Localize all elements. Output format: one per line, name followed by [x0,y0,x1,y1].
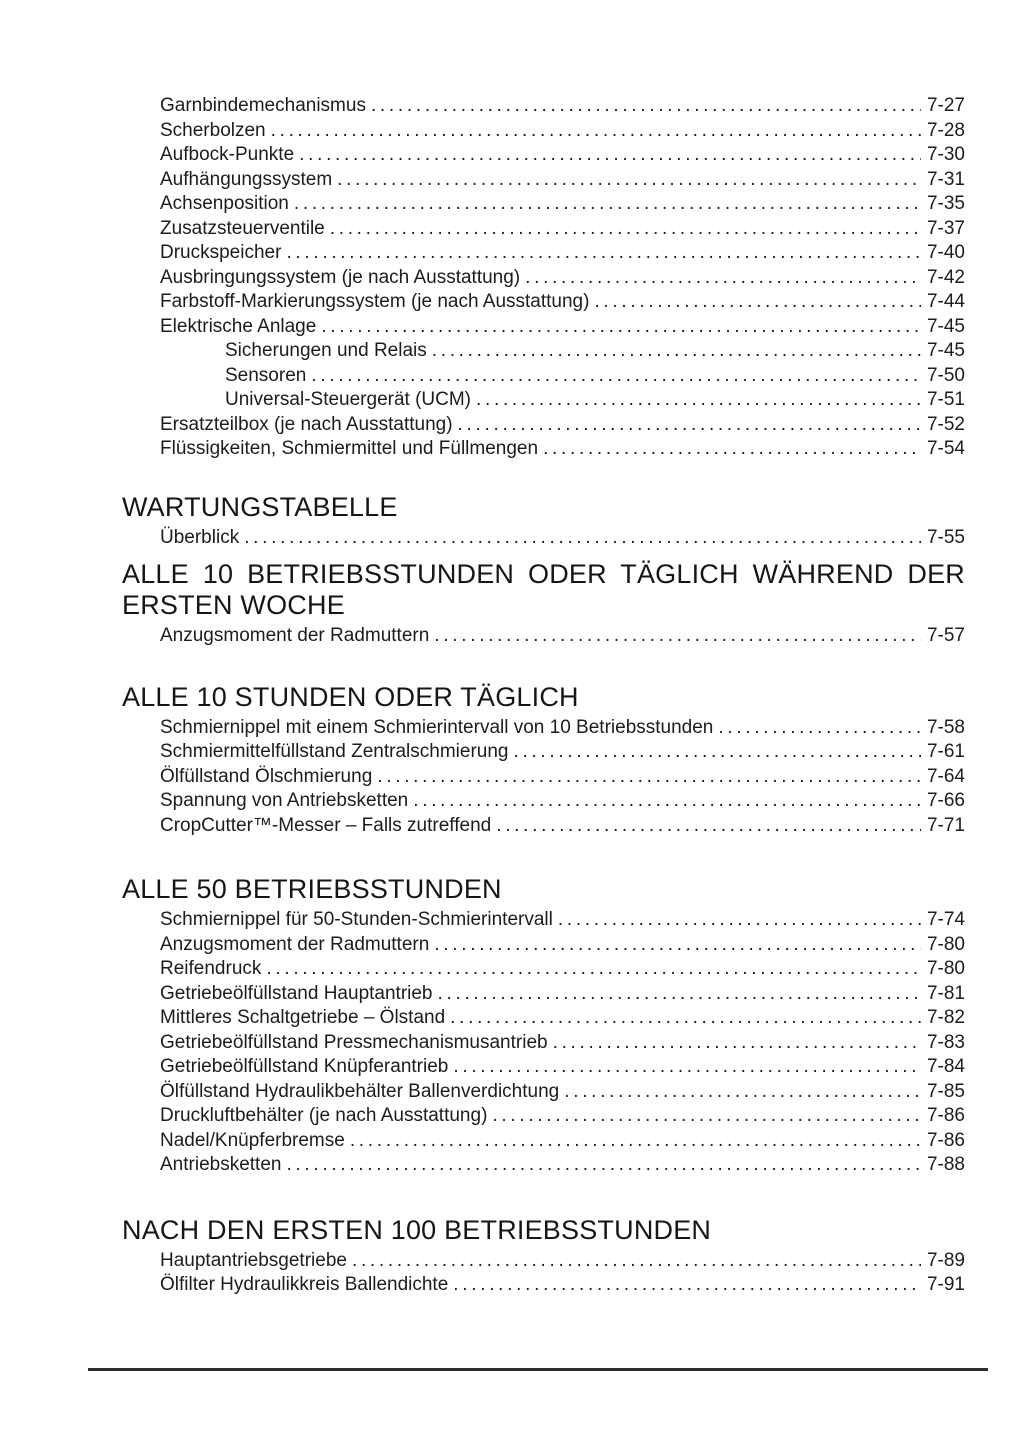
page-number: 7-83 [926,1031,965,1053]
toc-entry [122,315,965,340]
dot-leader [286,241,921,266]
page-number: 7-51 [926,389,965,410]
toc-entry [122,119,965,144]
section-heading: ALLE 10 STUNDEN ODER TÄGLICH [122,681,579,712]
entry-label: Druckspeicher [160,242,282,263]
toc-entry [122,1104,965,1129]
page-number: 7-71 [926,814,965,836]
page-number: 7-42 [926,266,965,288]
page-number: 7-30 [926,144,965,165]
toc-entry [122,94,965,119]
section-heading: WARTUNGSTABELLE [122,491,398,522]
toc-entry [122,217,965,242]
entry-label: Anzugsmoment der Radmuttern [160,625,430,646]
page-number: 7-31 [926,168,965,190]
toc-entry [122,143,965,168]
dot-leader [299,143,921,168]
toc-entry [122,908,965,933]
entry-label: Sensoren [225,364,307,386]
entry-label: Antriebsketten [160,1154,282,1175]
dot-leader [492,1104,921,1129]
page-number: 7-44 [926,291,965,312]
dot-leader [330,217,921,242]
dot-leader [453,1055,921,1080]
page-number: 7-37 [926,217,965,239]
dot-leader [271,119,921,144]
page-number: 7-89 [926,1249,965,1271]
entry-label: Nadel/Knüpferbremse [160,1129,345,1151]
page-number: 7-40 [926,242,965,263]
toc-entry [122,1129,965,1154]
toc-entry [122,266,965,291]
toc-entry [122,765,965,790]
dot-leader [434,933,921,958]
entry-label: Elektrische Anlage [160,315,317,337]
dot-leader [553,1031,921,1056]
page-number: 7-86 [926,1105,965,1126]
entry-label: Schmiermittelfüllstand Zentralschmierung [160,741,509,762]
page-number: 7-74 [926,909,965,930]
entry-label: Universal-Steuergerät (UCM) [225,389,472,410]
toc-entry [122,388,965,413]
entry-label: Schmiernippel mit einem Schmierintervall von 10 Betriebsstunden [160,716,714,738]
dot-leader [450,1006,921,1031]
dot-leader [321,315,921,340]
toc-entry [122,413,965,438]
toc-section [122,559,965,649]
page-number: 7-58 [926,716,965,738]
page-number: 7-88 [926,1154,965,1175]
dot-leader [377,765,921,790]
footer-rule [88,1368,988,1371]
toc-entry [122,526,965,551]
page-number: 7-80 [926,958,965,979]
page-number: 7-27 [926,95,965,116]
page-number: 7-80 [926,933,965,955]
page-number: 7-84 [926,1056,965,1077]
entry-label: Hauptantriebsgetriebe [160,1249,347,1271]
dot-leader [718,716,921,741]
dot-leader [558,908,921,933]
page-number: 7-45 [926,315,965,337]
toc-entry [122,624,965,649]
page-number: 7-50 [926,364,965,386]
entry-label: Spannung von Antriebsketten [160,790,409,811]
toc-entry [122,789,965,814]
toc-entry [122,814,965,839]
dot-leader [244,526,921,551]
dot-leader [434,624,921,649]
entry-label: Zusatzsteuerventile [160,217,325,239]
toc-entry [122,1055,965,1080]
dot-leader [266,957,921,982]
dot-leader [513,740,921,765]
page-number: 7-57 [926,625,965,646]
section-heading [122,559,965,621]
dot-leader [594,290,921,315]
toc-entry [122,1273,965,1298]
toc-section [122,94,965,462]
entry-label: Getriebeölfüllstand Hauptantrieb [160,982,433,1004]
dot-leader [311,364,921,389]
toc-section [122,1215,965,1298]
toc-entry [122,241,965,266]
entry-label: Schmiernippel für 50-Stunden-Schmierintervall [160,909,553,930]
page-number: 7-66 [926,790,965,811]
toc-section [122,492,965,551]
entry-label: Anzugsmoment der Radmuttern [160,933,430,955]
page-number: 7-54 [926,438,965,459]
page-number: 7-81 [926,982,965,1004]
dot-leader [413,789,921,814]
dot-leader [294,192,921,217]
section-heading-line: ALLE 10 BETRIEBSSTUNDEN ODER TÄGLICH WÄHREND DER [122,559,965,589]
dot-leader [525,266,921,291]
entry-label: Reifendruck [160,958,262,979]
entry-label: Flüssigkeiten, Schmiermittel und Füllmengen [160,438,539,459]
toc-entry [122,339,965,364]
toc-entry [122,1080,965,1105]
entry-label: Sicherungen und Relais [225,340,427,361]
toc-entry [122,716,965,741]
dot-leader [337,168,921,193]
page-number: 7-52 [926,413,965,435]
toc-entry [122,982,965,1007]
entry-label: Aufbock-Punkte [160,144,295,165]
entry-label: Ölfüllstand Hydraulikbehälter Ballenverdichtung [160,1080,560,1102]
dot-leader [476,388,921,413]
entry-label: Ölfilter Hydraulikkreis Ballendichte [160,1274,449,1295]
page-number: 7-82 [926,1007,965,1028]
entry-label: Aufhängungssystem [160,168,333,190]
dot-leader [371,94,921,119]
page-number: 7-64 [926,765,965,787]
dot-leader [564,1080,921,1105]
page-number: 7-35 [926,193,965,214]
toc-entry [122,1031,965,1056]
toc-entry [122,1153,965,1178]
dot-leader [543,437,921,462]
dot-leader [458,413,921,438]
table-of-contents [122,94,965,1298]
toc-entry [122,192,965,217]
entry-label: Getriebeölfüllstand Pressmechanismusantrieb [160,1031,548,1053]
entry-label: Ölfüllstand Ölschmierung [160,765,373,787]
toc-section [122,682,965,839]
toc-entry [122,740,965,765]
entry-label: Druckluftbehälter (je nach Ausstattung) [160,1105,488,1126]
toc-entry [122,957,965,982]
section-heading: NACH DEN ERSTEN 100 BETRIEBSSTUNDEN [122,1214,712,1245]
section-heading-line: ERSTEN WOCHE [122,590,345,620]
dot-leader [350,1129,921,1154]
page-number: 7-86 [926,1129,965,1151]
entry-label: Farbstoff-Markierungssystem (je nach Ausstattung) [160,291,590,312]
page-number: 7-85 [926,1080,965,1102]
entry-label: Überblick [160,526,240,548]
page-number: 7-45 [926,340,965,361]
dot-leader [432,339,921,364]
dot-leader [438,982,921,1007]
entry-label: Ersatzteilbox (je nach Ausstattung) [160,413,453,435]
entry-label: Achsenposition [160,193,289,214]
entry-label: Garnbindemechanismus [160,95,366,116]
entry-label: CropCutter™-Messer – Falls zutreffend [160,814,492,836]
page-number: 7-61 [926,741,965,762]
toc-entry [122,1249,965,1274]
section-heading: ALLE 50 BETRIEBSSTUNDEN [122,874,502,904]
toc-entry [122,437,965,462]
toc-entry [122,933,965,958]
dot-leader [453,1273,921,1298]
dot-leader [352,1249,921,1274]
entry-label: Mittleres Schaltgetriebe – Ölstand [160,1007,446,1028]
dot-leader [286,1153,921,1178]
toc-entry [122,168,965,193]
page-number: 7-91 [926,1274,965,1295]
toc-entry [122,290,965,315]
entry-label: Scherbolzen [160,119,266,141]
entry-label: Ausbringungssystem (je nach Ausstattung) [160,266,521,288]
page-number: 7-55 [926,526,965,548]
entry-label: Getriebeölfüllstand Knüpferantrieb [160,1056,449,1077]
toc-entry [122,1006,965,1031]
dot-leader [496,814,921,839]
toc-entry [122,364,965,389]
toc-section [122,874,965,1178]
page-number: 7-28 [926,119,965,141]
